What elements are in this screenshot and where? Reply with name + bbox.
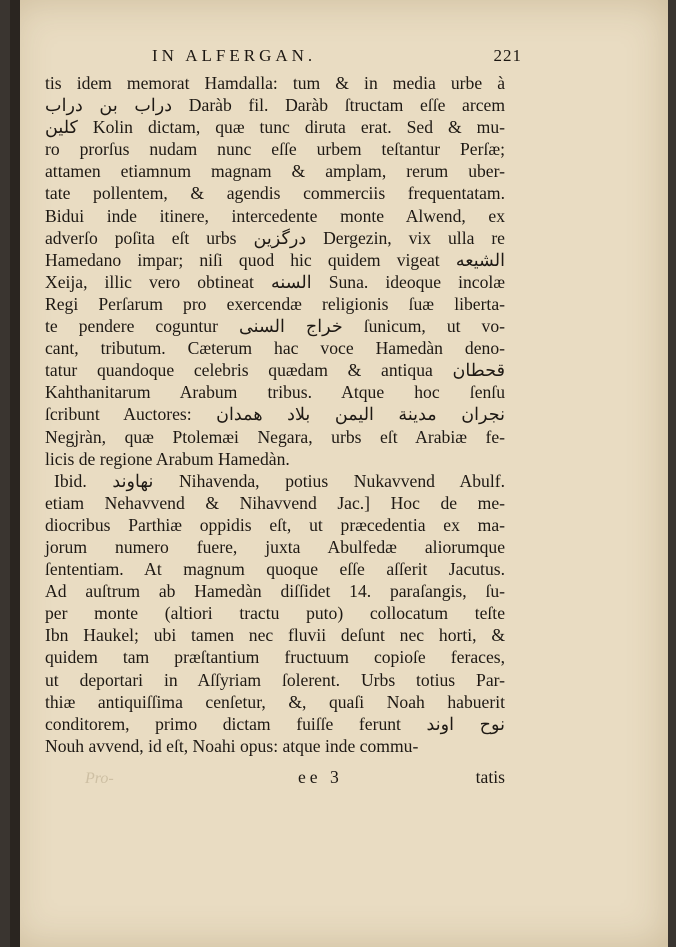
text-line: diocribus Parthiæ oppidis eſt, ut præcedentia ex ma- — [45, 514, 505, 535]
text-line: Ad auſtrum ab Hamedàn diſſidet 14. paraſangis, ſu- — [45, 581, 505, 602]
catchword: tatis — [475, 767, 505, 787]
running-title: IN ALFERGAN. — [152, 46, 317, 65]
text-line: Regi Perſarum pro exercendæ religionis ſuæ liberta- — [45, 293, 505, 314]
text-line: adverſo poſita eſt urbs درگزين Dergezin, vix ulla re — [45, 227, 505, 248]
text-line: Negjràn, quæ Ptolemæi Negara, urbs eſt Arabiæ fe- — [45, 426, 505, 447]
text-line: Bidui inde itinere, intercedente monte Alwend, ex — [45, 205, 505, 226]
text-line: attamen etiamnum magnam & amplam, rerum uber- — [45, 161, 505, 182]
text-line: etiam Nehavvend & Nihavvend Jac.] Hoc de me- — [45, 492, 505, 513]
body-text — [45, 72, 505, 757]
text-line: te pendere coguntur خراج السنى ſunicum, ut vo- — [45, 316, 505, 337]
text-line: Ibid. نهاوند Nihavenda, potius Nukavvend Abulf. — [54, 470, 506, 491]
text-line: jorum numero fuere, juxta Abulfedæ aliorumque — [45, 536, 505, 557]
signature-mark: ee 3 — [298, 767, 343, 787]
page-gutter — [10, 0, 20, 947]
text-line: quidem tam præſtantium fructuum copioſe feraces, — [45, 647, 505, 668]
page-footer — [45, 767, 505, 791]
text-line: دراب بن دراب Daràb fil. Daràb ſtructam eſſe arcem — [45, 95, 506, 116]
text-line: tis idem memorat Hamdalla: tum & in media urbe à — [45, 73, 505, 93]
text-line: ro prorſus nudam nunc eſſe urbem teſtantur Perſæ; — [45, 139, 505, 160]
text-line: ſcribunt Auctores: نجران مدينة اليمن بلاد همدان — [45, 404, 505, 425]
bleed-through-text: Pro- — [85, 770, 114, 787]
text-line: tate pollentem, & agendis commerciis frequentatam. — [45, 183, 505, 204]
text-line: Kahthanitarum Arabum tribus. Atque hoc ſenſu — [45, 382, 505, 403]
text-line: per monte (altiori tractu puto) collocatum teſte — [45, 603, 505, 624]
text-line: tatur quandoque celebris quædam & antiqua قحطان — [45, 360, 505, 381]
text-line: Hamedano impar; niſi quod hic quidem vigeat الشيعه — [45, 249, 505, 270]
book-page — [10, 0, 668, 947]
page-number: 221 — [493, 46, 522, 65]
text-line: ut deportari in Aſſyriam ſolerent. Urbs totius Par- — [45, 669, 505, 690]
text-line: Xeija, illic vero obtineat السنه Suna. ideoque incolæ — [45, 271, 506, 292]
running-header — [152, 46, 522, 70]
text-line: licis de regione Arabum Hamedàn. — [45, 448, 290, 469]
text-line: cant, tributum. Cæterum hac voce Hamedàn deno- — [45, 338, 505, 359]
text-line: كلين Kolin dictam, quæ tunc diruta erat. Sed & mu- — [45, 117, 505, 138]
text-line: Nouh avvend, id eſt, Noahi opus: atque inde commu- — [45, 735, 419, 756]
text-line: thiæ antiquiſſima cenſetur, &, quaſi Noah habuerit — [45, 691, 505, 712]
text-line: conditorem, primo dictam fuiſſe ferunt نوح اوند — [45, 713, 505, 734]
text-line: ſententiam. At magnum quoque eſſe aſſerit Jacutus. — [45, 559, 505, 580]
text-line: Ibn Haukel; ubi tamen nec fluvii deſunt nec horti, & — [45, 625, 505, 646]
